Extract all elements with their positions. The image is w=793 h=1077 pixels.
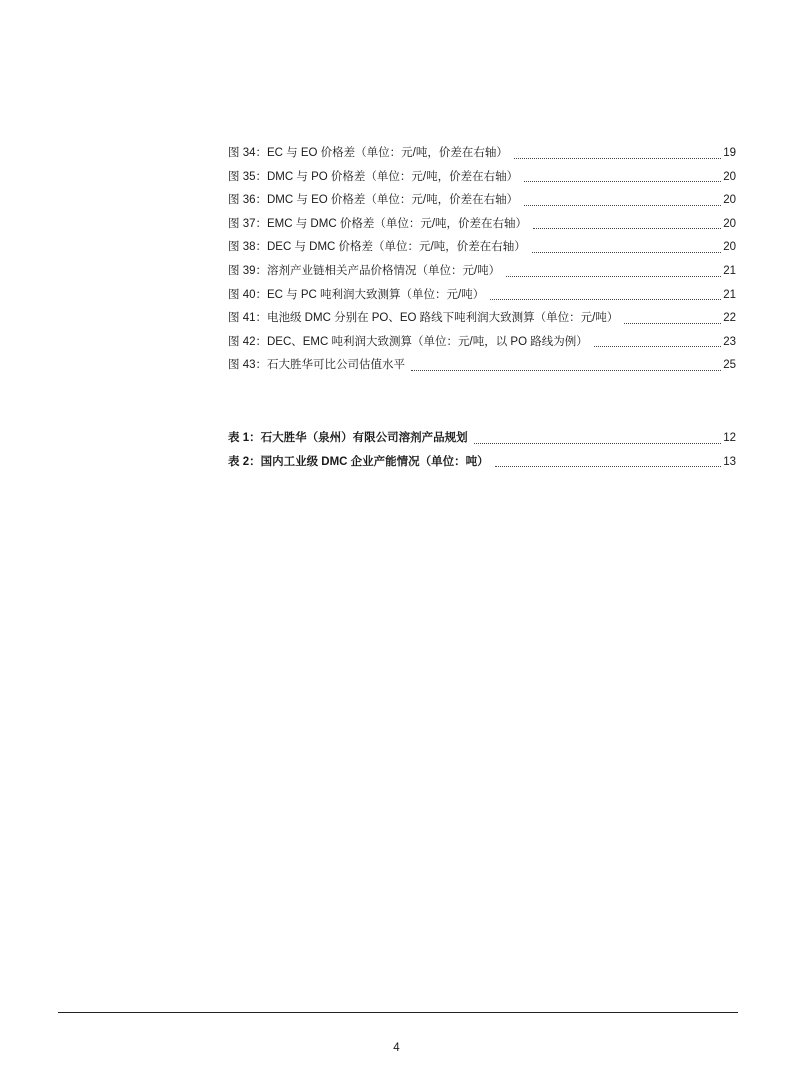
dot-leader bbox=[506, 275, 721, 277]
toc-entry-page: 25 bbox=[723, 359, 736, 372]
toc-entry[interactable] bbox=[228, 334, 736, 358]
toc-entry-page: 22 bbox=[723, 312, 736, 325]
toc-entry-label: 图 43：石大胜华可比公司估值水平 bbox=[228, 359, 405, 372]
dot-leader bbox=[533, 227, 721, 229]
toc-entry-page: 20 bbox=[723, 217, 736, 230]
toc-entry[interactable] bbox=[228, 169, 736, 193]
toc-entry[interactable] bbox=[228, 216, 736, 240]
dot-leader bbox=[524, 180, 721, 182]
toc-entry[interactable] bbox=[228, 192, 736, 216]
toc-entry[interactable] bbox=[228, 310, 736, 334]
toc-entry[interactable] bbox=[228, 263, 736, 287]
toc-entry-label: 图 39：溶剂产业链相关产品价格情况（单位：元/吨） bbox=[228, 264, 501, 277]
dot-leader bbox=[411, 369, 721, 371]
toc-entry-label: 图 37：EMC 与 DMC 价格差（单位：元/吨，价差在右轴） bbox=[228, 217, 528, 230]
dot-leader bbox=[532, 251, 721, 253]
toc-entry[interactable] bbox=[228, 287, 736, 311]
dot-leader bbox=[594, 345, 721, 347]
toc-entry[interactable] bbox=[228, 454, 736, 478]
dot-leader bbox=[624, 322, 721, 324]
toc-entry[interactable] bbox=[228, 357, 736, 381]
toc-entry-label: 图 38：DEC 与 DMC 价格差（单位：元/吨，价差在右轴） bbox=[228, 241, 526, 254]
toc-entry-page: 20 bbox=[723, 170, 736, 183]
toc-entry-label: 图 41：电池级 DMC 分别在 PO、EO 路线下吨利润大致测算（单位：元/吨） bbox=[228, 312, 619, 325]
toc-entry-page: 20 bbox=[723, 241, 736, 254]
dot-leader bbox=[495, 465, 722, 467]
page-number: 4 bbox=[393, 1042, 400, 1054]
figure-list bbox=[228, 145, 736, 381]
dot-leader bbox=[474, 442, 722, 444]
dot-leader bbox=[514, 157, 721, 159]
toc-entry-label: 图 40：EC 与 PC 吨利润大致测算（单位：元/吨） bbox=[228, 288, 485, 301]
toc-entry[interactable] bbox=[228, 145, 736, 169]
toc-entry-label: 图 34：EC 与 EO 价格差（单位：元/吨，价差在右轴） bbox=[228, 147, 508, 159]
toc-entry[interactable] bbox=[228, 430, 736, 454]
toc-entry-page: 19 bbox=[723, 147, 736, 159]
toc-entry-label: 图 36：DMC 与 EO 价格差（单位：元/吨，价差在右轴） bbox=[228, 194, 519, 207]
toc-entry-page: 13 bbox=[723, 455, 736, 468]
toc-entry-label: 表 1：石大胜华（泉州）有限公司溶剂产品规划 bbox=[228, 432, 468, 444]
toc-entry-page: 12 bbox=[723, 432, 736, 444]
toc-entry[interactable] bbox=[228, 239, 736, 263]
dot-leader bbox=[490, 298, 721, 300]
toc-entry-label: 图 42：DEC、EMC 吨利润大致测算（单位：元/吨，以 PO 路线为例） bbox=[228, 335, 588, 348]
toc-entry-page: 21 bbox=[723, 264, 736, 277]
toc-entry-page: 21 bbox=[723, 288, 736, 301]
toc-entry-page: 20 bbox=[723, 194, 736, 207]
toc-entry-page: 23 bbox=[723, 335, 736, 348]
dot-leader bbox=[524, 204, 721, 206]
footer-divider bbox=[58, 1012, 738, 1013]
toc-entry-label: 图 35：DMC 与 PO 价格差（单位：元/吨，价差在右轴） bbox=[228, 170, 519, 183]
toc-entry-label: 表 2：国内工业级 DMC 企业产能情况（单位：吨） bbox=[228, 455, 489, 468]
table-list bbox=[228, 430, 736, 477]
